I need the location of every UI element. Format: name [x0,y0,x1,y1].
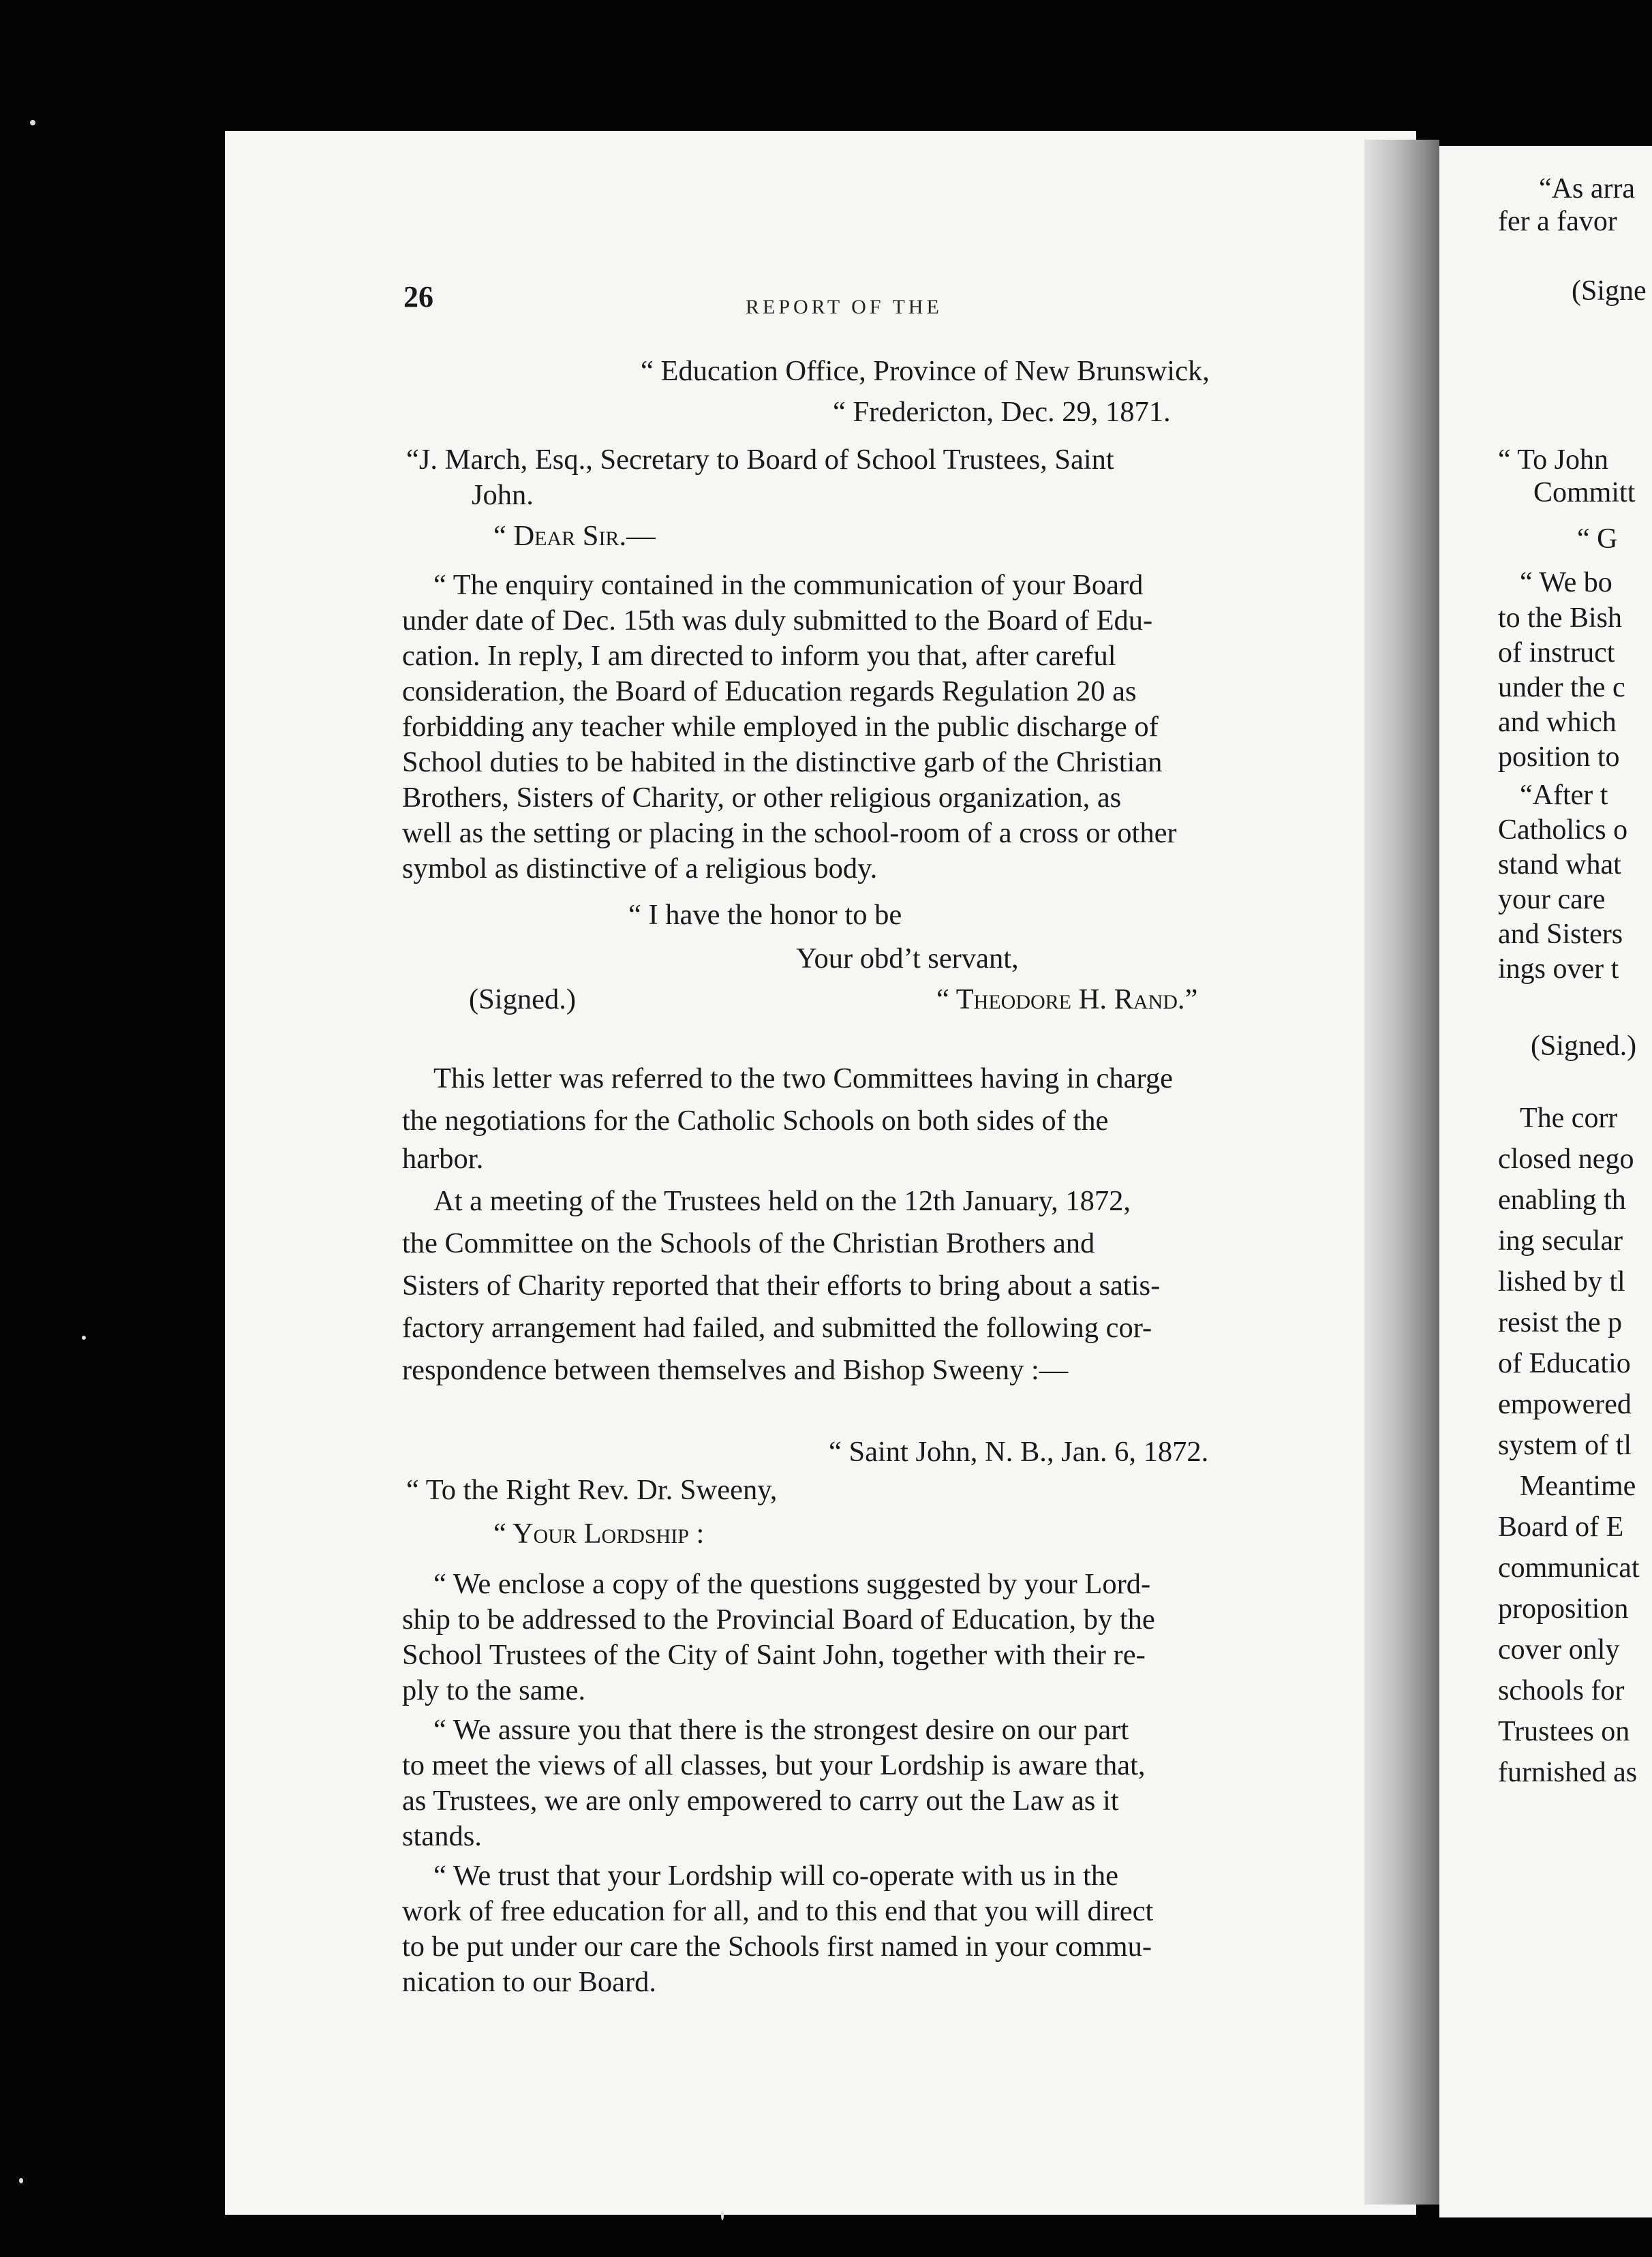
text-line: the Committee on the Schools of the Christian Brothers and [402,1227,1095,1259]
text-line: At a meeting of the Trustees held on the 12th January, 1872, [433,1185,1131,1217]
right-text-line: and Sisters [1498,919,1623,950]
text-line: ship to be addressed to the Provincial Board of Education, by the [402,1603,1155,1636]
text-line: stands. [402,1820,482,1852]
text-line: Sisters of Charity reported that their efforts to bring about a satis- [402,1270,1161,1302]
text-line: “ The enquiry contained in the communication of your Board [433,569,1144,601]
text-line: to be put under our care the Schools first named in your commu- [402,1931,1152,1963]
text-line: harbor. [402,1143,484,1175]
right-text-line: communicat [1498,1552,1640,1584]
right-text-line: The corr [1520,1103,1618,1134]
right-text-line: of instruct [1498,637,1615,669]
text-line: “ To the Right Rev. Dr. Sweeny, [406,1474,778,1506]
right-text-line: Board of E [1498,1511,1624,1543]
right-text-line: to the Bish [1498,602,1623,634]
text-line: to meet the views of all classes, but your Lordship is aware that, [402,1749,1146,1781]
right-text-line: ing secular [1498,1225,1623,1257]
text-line: nication to our Board. [402,1966,656,1998]
right-text-line: Meantime [1520,1471,1636,1502]
text-line: under date of Dec. 15th was duly submitted to the Board of Edu- [402,604,1153,636]
right-text-line: position to [1498,741,1620,773]
right-text-line: ings over t [1498,953,1619,985]
text-line: John. [472,479,534,511]
right-text-line: Catholics o [1498,814,1628,846]
text-line: School duties to be habited in the distinctive garb of the Christian [402,746,1163,778]
right-text-line: “ G [1577,523,1618,555]
book-page-right [1439,146,1652,2217]
book-gutter-shadow [1364,140,1439,2205]
film-speck [721,2211,724,2220]
text-line: cation. In reply, I am directed to inform you that, after careful [402,640,1116,672]
right-text-line: under the c [1498,672,1625,703]
right-text-line: Committ [1533,477,1636,508]
text-line: as Trustees, we are only empowered to carry out the Law as it [402,1785,1119,1817]
right-text-line: (Signe [1572,275,1647,307]
text-line: “ We enclose a copy of the questions suggested by your Lord- [433,1568,1151,1600]
text-line: symbol as distinctive of a religious body. [402,853,878,885]
page-number: 26 [403,280,433,313]
text-line: “ We trust that your Lordship will co-operate with us in the [433,1860,1118,1892]
right-text-line: empowered [1498,1389,1632,1420]
signed-label: (Signed.) [469,983,576,1015]
right-text-line: “After t [1520,780,1608,811]
right-text-line: “ To John [1498,444,1608,476]
text-line: ply to the same. [402,1674,586,1706]
text-line: factory arrangement had failed, and submitted the following cor- [402,1312,1152,1344]
text-line: “ Saint John, N. B., Jan. 6, 1872. [829,1436,1209,1468]
right-text-line: closed nego [1498,1143,1634,1175]
right-text-line: furnished as [1498,1757,1638,1788]
text-line: “ Fredericton, Dec. 29, 1871. [833,396,1171,428]
film-speck [30,120,35,125]
salutation: “ Your Lordship : [493,1518,705,1550]
right-text-line: fer a favor [1498,206,1617,237]
text-line: Your obd’t servant, [796,942,1019,974]
right-text-line: (Signed.) [1531,1030,1637,1062]
signature-name: “ Theodore H. Rand.” [936,983,1198,1015]
right-text-line: proposition [1498,1593,1629,1625]
right-text-line: “As arra [1539,173,1636,204]
text-line: “ Education Office, Province of New Brunswick, [641,355,1210,387]
right-text-line: “ We bo [1520,567,1612,598]
right-text-line: and which [1498,707,1617,738]
text-line: respondence between themselves and Bishop Sweeny :— [402,1354,1069,1386]
right-text-line: your care [1498,884,1606,915]
text-line: School Trustees of the City of Saint John, together with their re- [402,1639,1146,1671]
right-text-line: resist the p [1498,1307,1622,1338]
film-speck [82,1336,86,1340]
text-line: the negotiations for the Catholic Schools on both sides of the [402,1105,1109,1137]
right-text-line: stand what [1498,849,1621,880]
text-line: well as the setting or placing in the school-room of a cross or other [402,817,1177,849]
text-line: “ We assure you that there is the strongest desire on our part [433,1714,1129,1746]
right-text-line: enabling th [1498,1184,1626,1216]
text-line: work of free education for all, and to this end that you will direct [402,1895,1154,1927]
text-line: consideration, the Board of Education regards Regulation 20 as [402,675,1137,707]
right-text-line: lished by tl [1498,1266,1625,1298]
right-text-line: system of tl [1498,1430,1632,1461]
salutation: “ Dear Sir.— [493,520,656,552]
text-line: Brothers, Sisters of Charity, or other religious organization, as [402,782,1122,814]
film-speck [19,2178,23,2183]
right-text-line: cover only [1498,1634,1620,1665]
text-line: “ I have the honor to be [628,899,902,931]
text-line: “J. March, Esq., Secretary to Board of School Trustees, Saint [406,444,1114,476]
text-line: forbidding any teacher while employed in the public discharge of [402,711,1159,743]
running-header: REPORT OF THE [746,296,943,318]
right-text-line: schools for [1498,1675,1625,1706]
right-text-line: of Educatio [1498,1348,1631,1379]
text-line: This letter was referred to the two Committees having in charge [433,1062,1173,1094]
right-text-line: Trustees on [1498,1716,1630,1747]
